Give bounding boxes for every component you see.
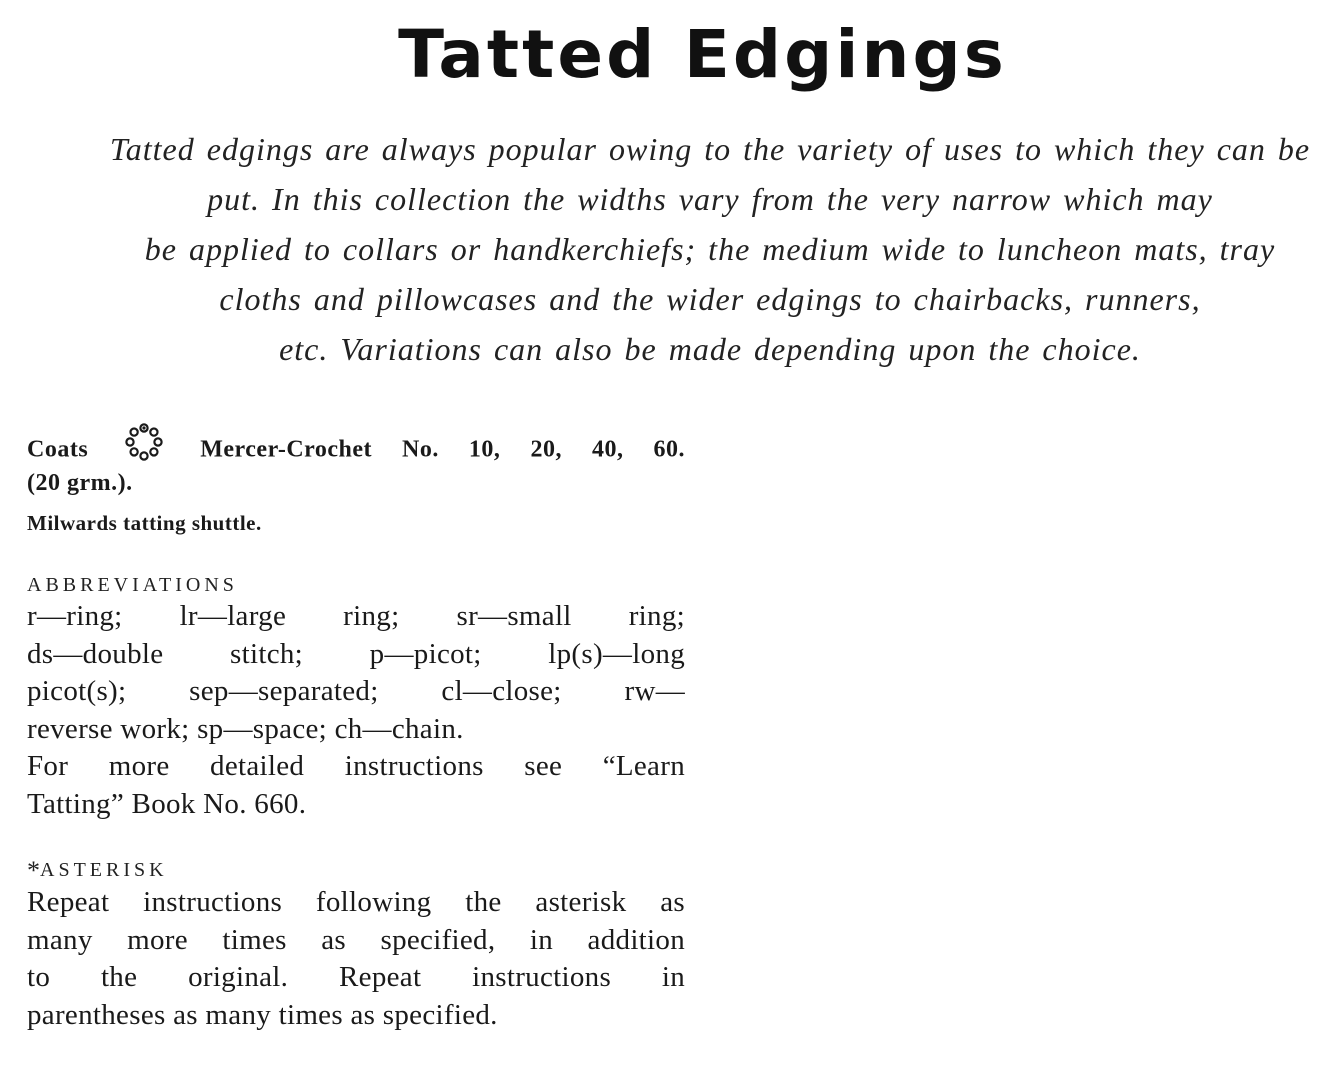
thread-weight: (20 grm.). <box>27 470 133 496</box>
intro-line: cloths and pillowcases and the wider edgings to chairbacks, runners, <box>219 281 1201 317</box>
asterisk-text <box>27 884 685 1034</box>
intro-paragraph <box>105 124 1315 374</box>
intro-line: be applied to collars or handkerchiefs; the medium wide to luncheon mats, tray <box>144 231 1276 267</box>
intro-line: Tatted edgings are always popular owing to the variety of uses to which they can be <box>109 131 1311 167</box>
asterisk-symbol: * <box>27 856 40 885</box>
abbreviations-text <box>27 598 685 823</box>
intro-line: put. In this collection the widths vary from the very narrow which may <box>207 181 1213 217</box>
abbreviation-line: r—ring; lr—large ring; sr—small ring; <box>27 600 685 632</box>
abbreviation-line: reverse work; sp—space; ch—chain. <box>27 712 464 745</box>
materials-column <box>27 430 685 1034</box>
asterisk-line: Repeat instructions following the asterisk as <box>27 886 685 918</box>
materials-line <box>27 430 685 472</box>
thread-name: Mercer-Crochet No. 10, 20, 40, 60. <box>200 436 685 463</box>
asterisk-line: many more times as specified, in addition <box>27 923 685 956</box>
mercer-crochet-ring-icon <box>124 422 164 472</box>
asterisk-line: to the original. Repeat instructions in <box>27 961 685 993</box>
asterisk-heading-label: ASTERISK <box>40 859 168 881</box>
reference-note-line: Tatting” Book No. 660. <box>27 787 307 820</box>
abbreviation-line: picot(s); sep—separated; cl—close; rw— <box>27 675 685 707</box>
abbreviation-line: ds—double stitch; p—picot; lp(s)—long <box>27 637 685 670</box>
page-title: Tatted Edgings <box>398 16 1007 93</box>
abbreviations-heading: ABBREVIATIONS <box>27 574 238 596</box>
intro-line: etc. Variations can also be made depending upon the choice. <box>279 331 1141 367</box>
asterisk-heading <box>27 857 685 884</box>
shuttle-line: Milwards tatting shuttle. <box>27 511 262 535</box>
reference-note-line: For more detailed instructions see “Learn <box>27 750 685 782</box>
brand-name: Coats <box>27 436 89 463</box>
asterisk-line: parentheses as many times as specified. <box>27 998 498 1031</box>
